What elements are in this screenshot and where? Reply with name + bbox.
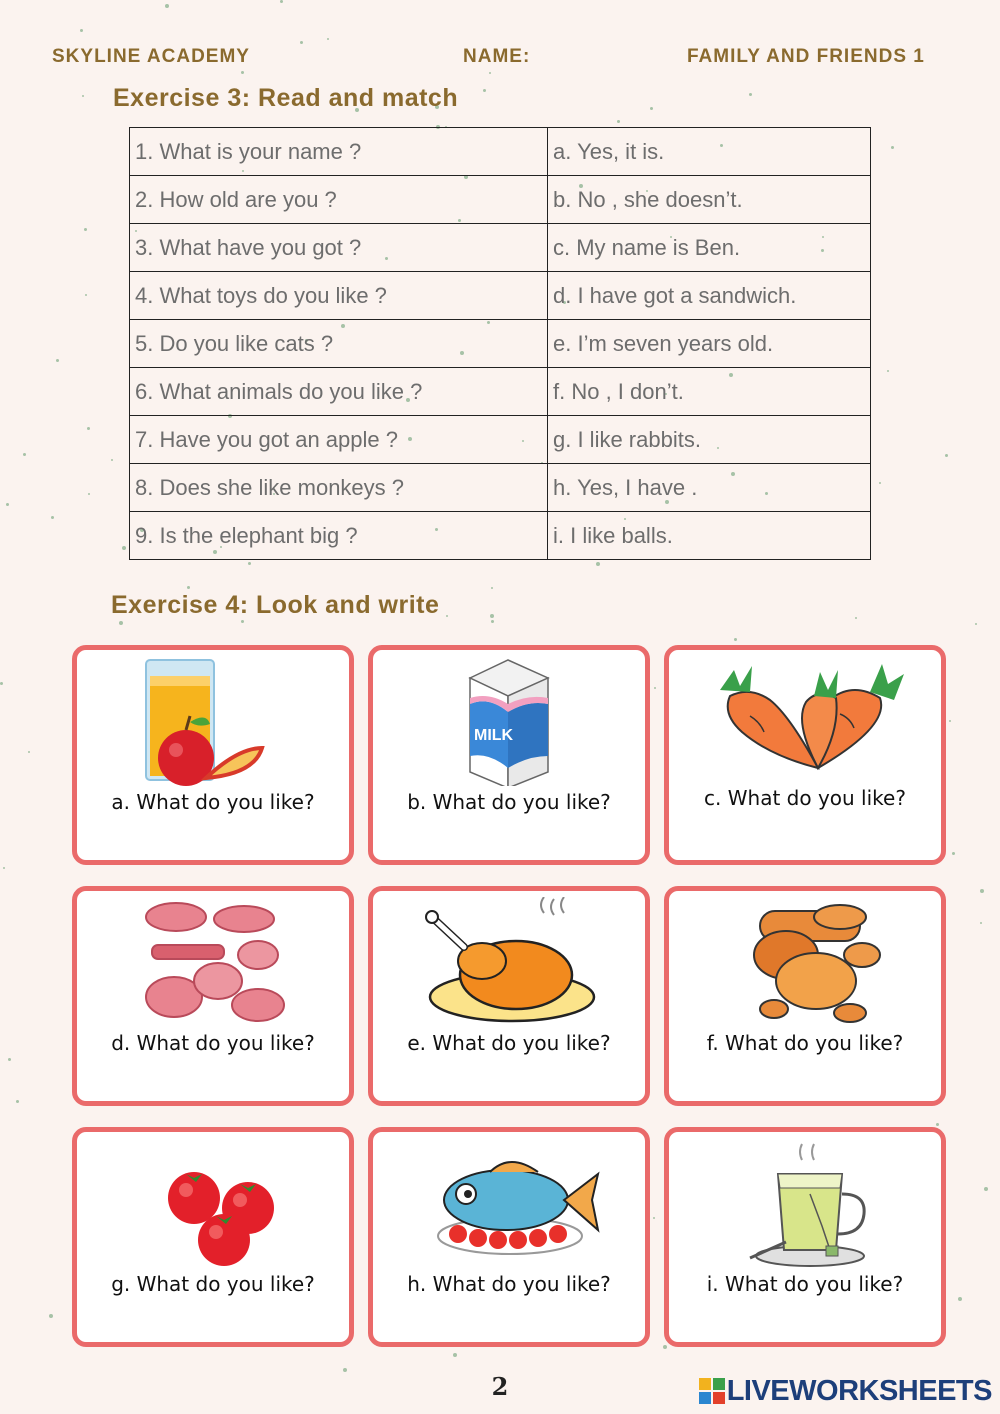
background-speck	[300, 41, 303, 44]
background-speck	[280, 0, 283, 3]
question-cell: 9. Is the elephant big ?	[130, 512, 548, 560]
food-card-i	[664, 1127, 946, 1347]
question-cell: 2. How old are you ?	[130, 176, 548, 224]
background-speck	[654, 687, 656, 689]
roast-chicken-icon	[394, 897, 624, 1027]
background-speck	[49, 1314, 53, 1318]
food-card-a	[72, 645, 354, 865]
card-caption: d. What do you like?	[111, 1031, 315, 1055]
background-speck	[936, 1123, 939, 1126]
food-card-h	[368, 1127, 650, 1347]
background-speck	[241, 620, 244, 623]
background-speck	[984, 1187, 988, 1191]
food-card-f	[664, 886, 946, 1106]
background-speck	[88, 493, 90, 495]
background-speck	[653, 1217, 655, 1219]
background-speck	[241, 71, 244, 74]
background-speck	[187, 586, 190, 589]
card-caption: g. What do you like?	[111, 1272, 315, 1296]
background-speck	[0, 682, 3, 685]
background-speck	[980, 922, 982, 924]
background-speck	[491, 587, 493, 589]
background-speck	[734, 638, 737, 641]
background-speck	[85, 294, 87, 296]
card-caption: b. What do you like?	[407, 790, 611, 814]
question-cell: 1. What is your name ?	[130, 128, 548, 176]
background-speck	[8, 1058, 11, 1061]
question-cell: 5. Do you like cats ?	[130, 320, 548, 368]
background-speck	[945, 454, 948, 457]
answer-cell: f. No , I don’t.	[548, 368, 871, 416]
card-caption: f. What do you like?	[706, 1031, 904, 1055]
background-speck	[16, 1100, 19, 1103]
background-speck	[596, 562, 600, 566]
background-speck	[891, 146, 894, 149]
table-row	[130, 464, 871, 512]
brand-logo	[699, 1376, 992, 1406]
background-speck	[6, 503, 9, 506]
table-row	[130, 320, 871, 368]
answer-cell: c. My name is Ben.	[548, 224, 871, 272]
background-speck	[879, 482, 881, 484]
background-speck	[617, 120, 620, 123]
background-speck	[975, 623, 977, 625]
orange-juice-apple-icon	[98, 656, 328, 786]
name-label: NAME:	[463, 46, 531, 67]
answer-cell: g. I like rabbits.	[548, 416, 871, 464]
background-speck	[80, 29, 83, 32]
question-cell: 7. Have you got an apple ?	[130, 416, 548, 464]
card-caption: a. What do you like?	[111, 790, 315, 814]
meat-icon	[98, 897, 328, 1027]
background-speck	[855, 617, 857, 619]
background-speck	[111, 459, 113, 461]
background-speck	[749, 93, 752, 96]
background-speck	[51, 516, 54, 519]
background-speck	[650, 107, 653, 110]
food-card-g	[72, 1127, 354, 1347]
food-card-e	[368, 886, 650, 1106]
svg-text:MILK: MILK	[474, 727, 514, 744]
background-speck	[489, 72, 491, 74]
exercise3-title: Exercise 3: Read and match	[113, 84, 459, 112]
background-speck	[165, 4, 169, 8]
background-speck	[28, 751, 30, 753]
table-row	[130, 176, 871, 224]
card-caption: c. What do you like?	[704, 786, 906, 810]
bread-icon	[690, 897, 920, 1027]
question-cell: 4. What toys do you like ?	[130, 272, 548, 320]
background-speck	[23, 453, 26, 456]
answer-cell: i. I like balls.	[548, 512, 871, 560]
background-speck	[84, 228, 87, 231]
question-cell: 6. What animals do you like ?	[130, 368, 548, 416]
background-speck	[949, 720, 951, 722]
background-speck	[958, 1297, 962, 1301]
food-card-d	[72, 886, 354, 1106]
card-caption: i. What do you like?	[706, 1272, 904, 1296]
table-row	[130, 224, 871, 272]
answer-cell: a. Yes, it is.	[548, 128, 871, 176]
background-speck	[122, 546, 126, 550]
background-speck	[248, 562, 251, 565]
card-caption: e. What do you like?	[407, 1031, 611, 1055]
background-speck	[663, 1345, 667, 1349]
background-speck	[3, 867, 5, 869]
background-speck	[491, 620, 494, 623]
table-row	[130, 368, 871, 416]
school-name: SKYLINE ACADEMY	[52, 46, 250, 67]
background-speck	[119, 621, 123, 625]
background-speck	[490, 614, 494, 618]
page-number: 2	[491, 1372, 509, 1401]
answer-cell: h. Yes, I have .	[548, 464, 871, 512]
liveworksheets-logo-icon	[699, 1378, 725, 1404]
table-row	[130, 128, 871, 176]
tea-icon	[690, 1138, 920, 1268]
food-card-c	[664, 645, 946, 865]
background-speck	[453, 1353, 457, 1357]
carrots-icon	[690, 656, 920, 786]
background-speck	[56, 359, 59, 362]
answer-cell: b. No , she doesn’t.	[548, 176, 871, 224]
course-name: FAMILY AND FRIENDS 1	[687, 46, 925, 67]
exercise4-title: Exercise 4: Look and write	[111, 591, 440, 619]
answer-cell: d. I have got a sandwich.	[548, 272, 871, 320]
question-cell: 3. What have you got ?	[130, 224, 548, 272]
card-caption: h. What do you like?	[407, 1272, 611, 1296]
brand-name: LIVEWORKSHEETS	[726, 1374, 992, 1407]
background-speck	[483, 89, 486, 92]
food-card-b	[368, 645, 650, 865]
tomatoes-icon	[98, 1138, 328, 1268]
table-row	[130, 416, 871, 464]
background-speck	[446, 615, 448, 617]
answer-cell: e. I’m seven years old.	[548, 320, 871, 368]
fish-icon	[394, 1138, 624, 1268]
background-speck	[87, 427, 90, 430]
background-speck	[952, 852, 955, 855]
question-cell: 8. Does she like monkeys ?	[130, 464, 548, 512]
background-speck	[82, 95, 84, 97]
background-speck	[887, 370, 889, 372]
milk-carton-icon	[394, 656, 624, 786]
table-row	[130, 272, 871, 320]
background-speck	[327, 38, 329, 40]
match-table	[129, 127, 871, 560]
table-row	[130, 512, 871, 560]
background-speck	[980, 889, 984, 893]
